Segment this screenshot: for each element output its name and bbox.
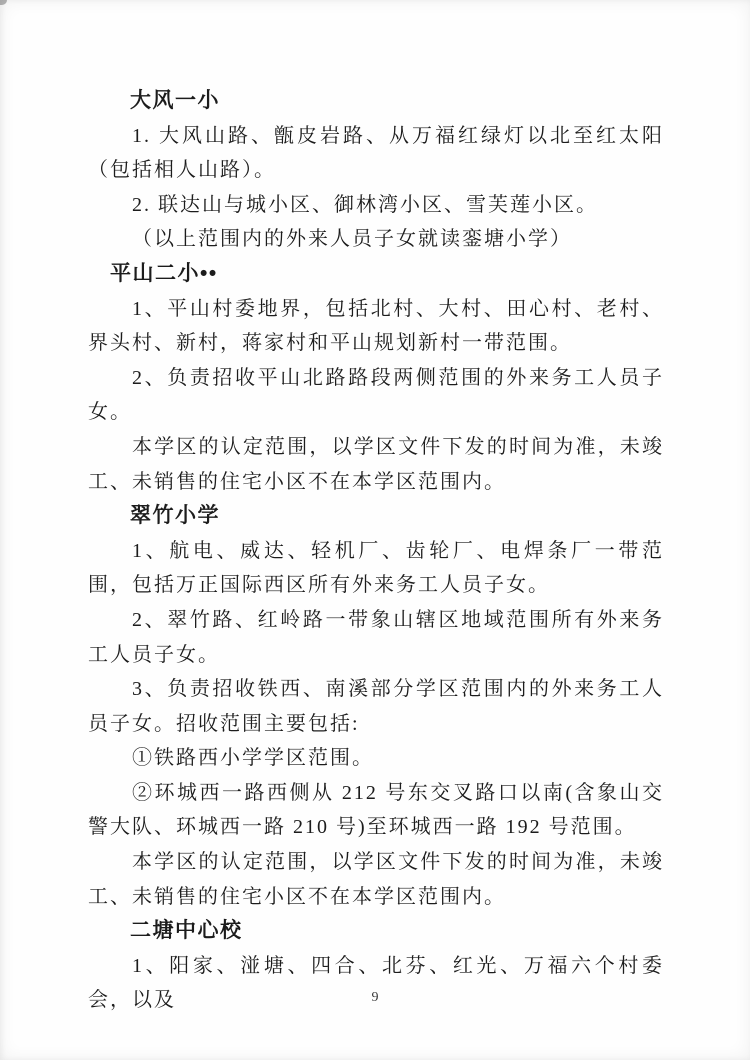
body-paragraph: 2. 联达山与城小区、御林湾小区、雪芙莲小区。 [132,193,598,216]
body-paragraph: 1、平山村委地界，包括北村、大村、田心村、老村、界头村、新村，蒋家村和平山规划新村一带范围。 [88,297,664,355]
section-cuizhu-xiaoxue [88,499,664,914]
body-paragraph-note: （以上范围内的外来人员子女就读銮塘小学） [132,228,572,251]
body-paragraph: 2、翠竹路、红岭路一带象山辖区地域范围所有外来务工人员子女。 [88,608,664,666]
document-content [88,84,664,1018]
body-paragraph: 1、航电、威达、轻机厂、齿轮厂、电焊条厂一带范围，包括万正国际西区所有外来务工人员子女。 [88,539,664,597]
section-dafeng-yixiao [88,84,664,257]
body-paragraph: 1、阳家、湴塘、四合、北芬、红光、万福六个村委会，以及 [88,954,664,1012]
body-paragraph: 本学区的认定范围，以学区文件下发的时间为准，未竣工、未销售的住宅小区不在本学区范围内。 [88,435,664,493]
body-paragraph: 本学区的认定范围，以学区文件下发的时间为准，未竣工、未销售的住宅小区不在本学区范围内。 [88,851,664,908]
section-heading: 大风一小 [130,89,220,112]
scan-artifact [0,0,7,5]
section-heading: 平山二小•• [110,261,218,285]
page-number: 9 [371,990,379,1005]
section-pingshan-erxiao [88,257,664,499]
body-paragraph: 3、负责招收铁西、南溪部分学区范围内的外来务工人员子女。招收范围主要包括: [88,678,664,735]
body-paragraph-item-2: ②环城西一路西侧从 212 号东交叉路口以南(含象山交警大队、环城西一路 210 号)至环城西一路 192 号范围。 [88,781,664,839]
body-paragraph: 2、负责招收平山北路路段两侧范围的外来务工人员子女。 [88,366,664,424]
body-paragraph-item-1: ①铁路西小学学区范围。 [132,747,374,770]
page-footer [0,990,750,1006]
body-paragraph: 1. 大风山路、甑皮岩路、从万福红绿灯以北至红太阳（包括相人山路）。 [88,124,664,182]
section-heading: 翠竹小学 [130,504,220,528]
section-heading: 二塘中心校 [130,919,243,943]
